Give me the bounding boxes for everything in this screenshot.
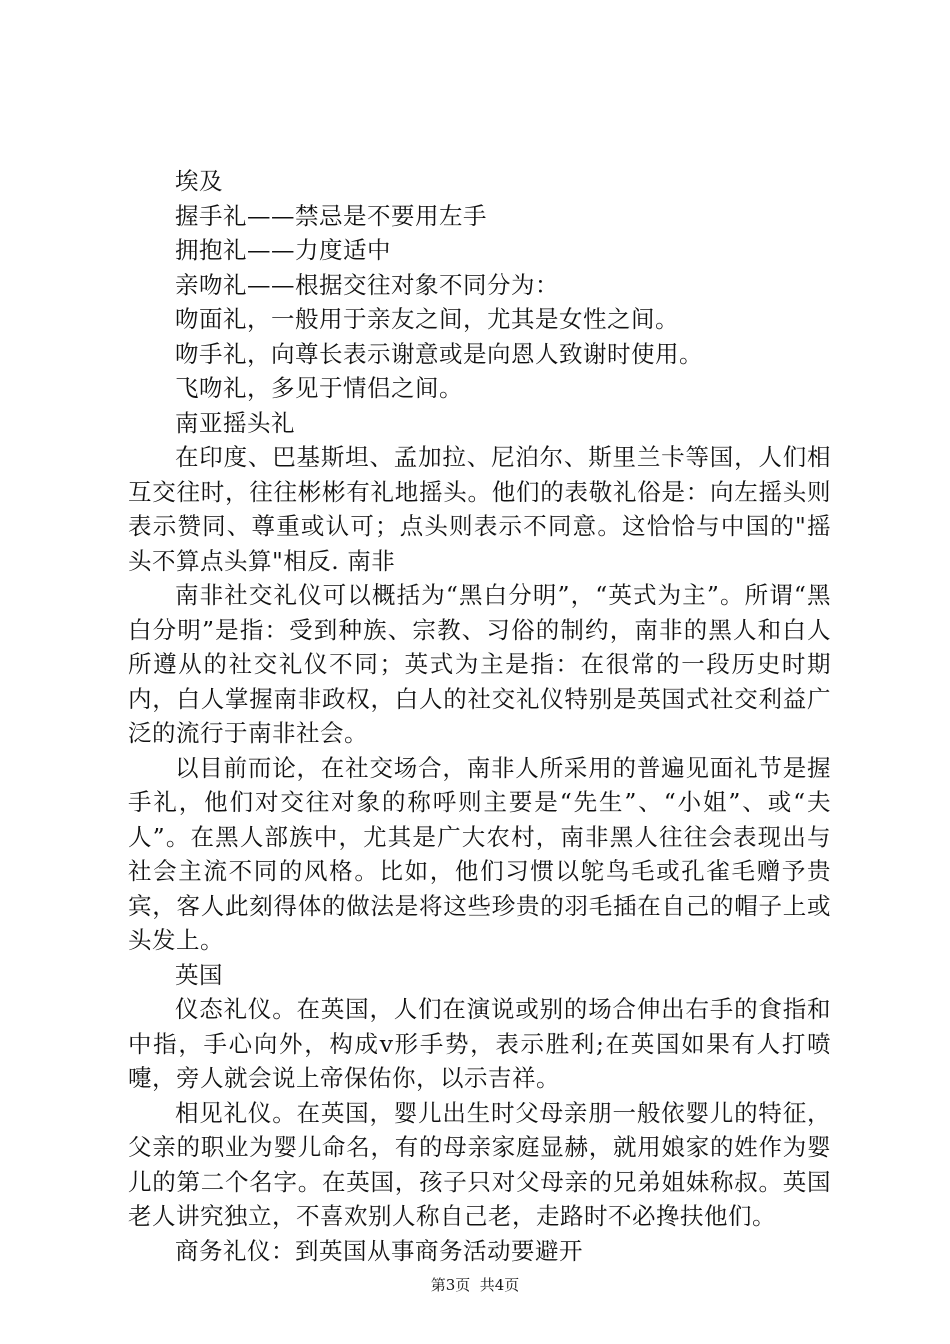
paragraph-south-asia-body: 在印度、巴基斯坦、孟加拉、尼泊尔、斯里兰卡等国，人们相互交往时，往往彬彬有礼地摇头。他们的表敬礼俗是：向左摇头则表示赞同、尊重或认可；点头则表示不同意。这恰恰与中国的"摇头不算点头算"相反. 南非	[128, 443, 831, 575]
document-body	[128, 164, 831, 1268]
page-footer	[0, 1275, 950, 1295]
paragraph-south-africa-greeting: 以目前而论，在社交场合，南非人所采用的普遍见面礼节是握手礼，他们对交往对象的称呼则主要是“先生”、“小姐”、或“夫人”。在黑人部族中，尤其是广大农村，南非黑人往往会表现出与社会主流不同的风格。比如，他们习惯以鸵鸟毛或孔雀毛赠予贵宾，客人此刻得体的做法是将这些珍贵的羽毛插在自己的帽子上或头发上。	[128, 753, 831, 954]
paragraph-uk-heading: 英国	[175, 960, 223, 989]
paragraph-blown-kiss: 飞吻礼，多见于情侣之间。	[175, 374, 463, 402]
paragraph-south-asia-heading: 南亚摇头礼	[175, 408, 295, 437]
page-number-label: 第3页 共4页	[430, 1276, 520, 1294]
paragraph-uk-posture: 仪态礼仪。在英国，人们在演说或别的场合伸出右手的食指和中指，手心向外，构成v形手势，表示胜利;在英国如果有人打喷嚏，旁人就会说上帝保佑你，以示吉祥。	[128, 995, 831, 1092]
paragraph-hug: 拥抱礼——力度适中	[175, 236, 391, 264]
paragraph-handshake: 握手礼——禁忌是不要用左手	[175, 201, 487, 230]
paragraph-cheek-kiss: 吻面礼，一般用于亲友之间，尤其是女性之间。	[175, 305, 679, 333]
paragraph-uk-meeting: 相见礼仪。在英国，婴儿出生时父母亲朋一般依婴儿的特征，父亲的职业为婴儿命名，有的母亲家庭显赫，就用娘家的姓作为婴儿的第二个名字。在英国，孩子只对父母亲的兄弟姐妹称叔。英国老人讲究独立，不喜欢别人称自己老，走路时不必搀扶他们。	[128, 1098, 831, 1230]
paragraph-uk-business: 商务礼仪：到英国从事商务活动要避开	[175, 1236, 583, 1265]
paragraph-hand-kiss: 吻手礼，向尊长表示谢意或是向恩人致谢时使用。	[175, 339, 703, 368]
paragraph-egypt-heading: 埃及	[175, 167, 223, 195]
paragraph-kiss: 亲吻礼——根据交往对象不同分为：	[175, 270, 559, 299]
paragraph-south-africa-intro: 南非社交礼仪可以概括为“黑白分明”，“英式为主”。所谓“黑白分明”是指：受到种族、宗教、习俗的制约，南非的黑人和白人所遵从的社交礼仪不同；英式为主是指：在很常的一段历史时期内，白人掌握南非政权，白人的社交礼仪特别是英国式社交利益广泛的流行于南非社会。	[128, 581, 831, 747]
